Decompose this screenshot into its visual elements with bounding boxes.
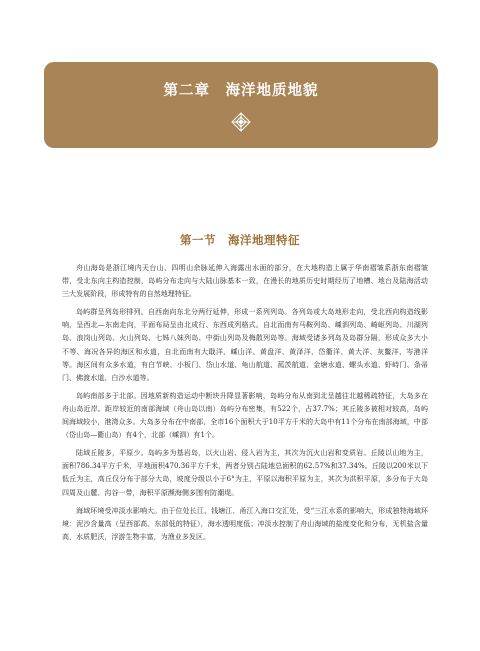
chapter-banner	[44, 62, 438, 148]
chapter-title: 第二章 海洋地质地貌	[163, 82, 319, 99]
paragraph: 陆域丘陵多，平原少。岛屿多为基岩岛，以火山岩、侵入岩为主，其次为沉火山岩和变质岩。丘陵以山地为主，面积786.34平方千米，平地面积470.36平方千米，两者分别占陆地总面积的62.57%和37.34%。丘陵以200米以下低丘为主，高丘仅分布于部分大岛，坡度分级以小于6°为主，平原以海积平原为主，其次为洪积平原，多分布于大岛四周及山麓、沟谷一带，海积平原濒海侧多围有防潮堤。	[62, 449, 428, 497]
body-text	[62, 262, 428, 549]
paragraph: 海域环境受冲淡水影响大。由于位处长江、钱塘江、甬江入海口交汇处，受“三江水系的影响大，形成独特海域环境：泥沙含量高（呈西部高、东部低的特征），海水透明度低；冲淡水控制了舟山海域的盐度变化和分布，无机盐含量高，水质肥沃，浮游生物丰富，为渔业多发区。	[62, 506, 428, 541]
paragraph: 岛屿南部多于北部。因地质新构造运动中断块升降显著影响，岛屿分布从南到北呈越往北越稀疏特征，大岛多在舟山岛近岸。距岸较近的南部海域（舟山岛以南）岛屿分布密集，有522个，占37.7%；其丘陵多被相对较高，岛屿间海域较小，港湾众多。大岛多分布在中南部，全市16个面积大于10平方千米的大岛中有11个分布在南部海域，中部（岱山岛—衢山岛）有4个，北部（嵊泗）有1个。	[62, 391, 428, 440]
paragraph: 舟山海岛是浙江境内天台山、四明山余脉延伸入海露出水面的部分，在大地构造上属于华南褶皱系浙东南褶皱带，受北东向主构造控制，岛屿分布走向与大陆山脉基本一致，在漫长的地质历史时期经历了地槽、地台及陆海活动三大发展阶段，形成特有的自然地理特征。	[62, 264, 428, 299]
section-title: 第一节 海洋地理特征	[180, 233, 300, 247]
paragraph: 岛屿群呈列岛形排列。自西南向东北分两行延伸，形成一系列列岛。各列岛或大岛地形走向，受北西向构造线影响，呈西北—东南走向，平面布局呈由北成行、东西成列格式。自北而南有马鞍列岛、嵊泗列岛、崎岖列岛、川湖列岛、浪岗山列岛、火山列岛、七姊八妹列岛、中街山列岛及梅散列岛等。海域受诸多列岛及岛群分隔，形成众多大小不等、海况各异的海区和水道，自北而南有大戢洋、嵊山洋、黄盘洋、黄泽洋、岱衢洋、黄大洋、灰鳖洋、岑港洋等。海区间有众多水道，有白节峡、小板门、岱山水道、龟山航道、菰茨航道、金塘水道、螺头水道、虾峙门、条帚门、佛渡水道、白沙水道等。	[62, 308, 428, 382]
diamond-knot-ornament-icon	[231, 112, 251, 132]
